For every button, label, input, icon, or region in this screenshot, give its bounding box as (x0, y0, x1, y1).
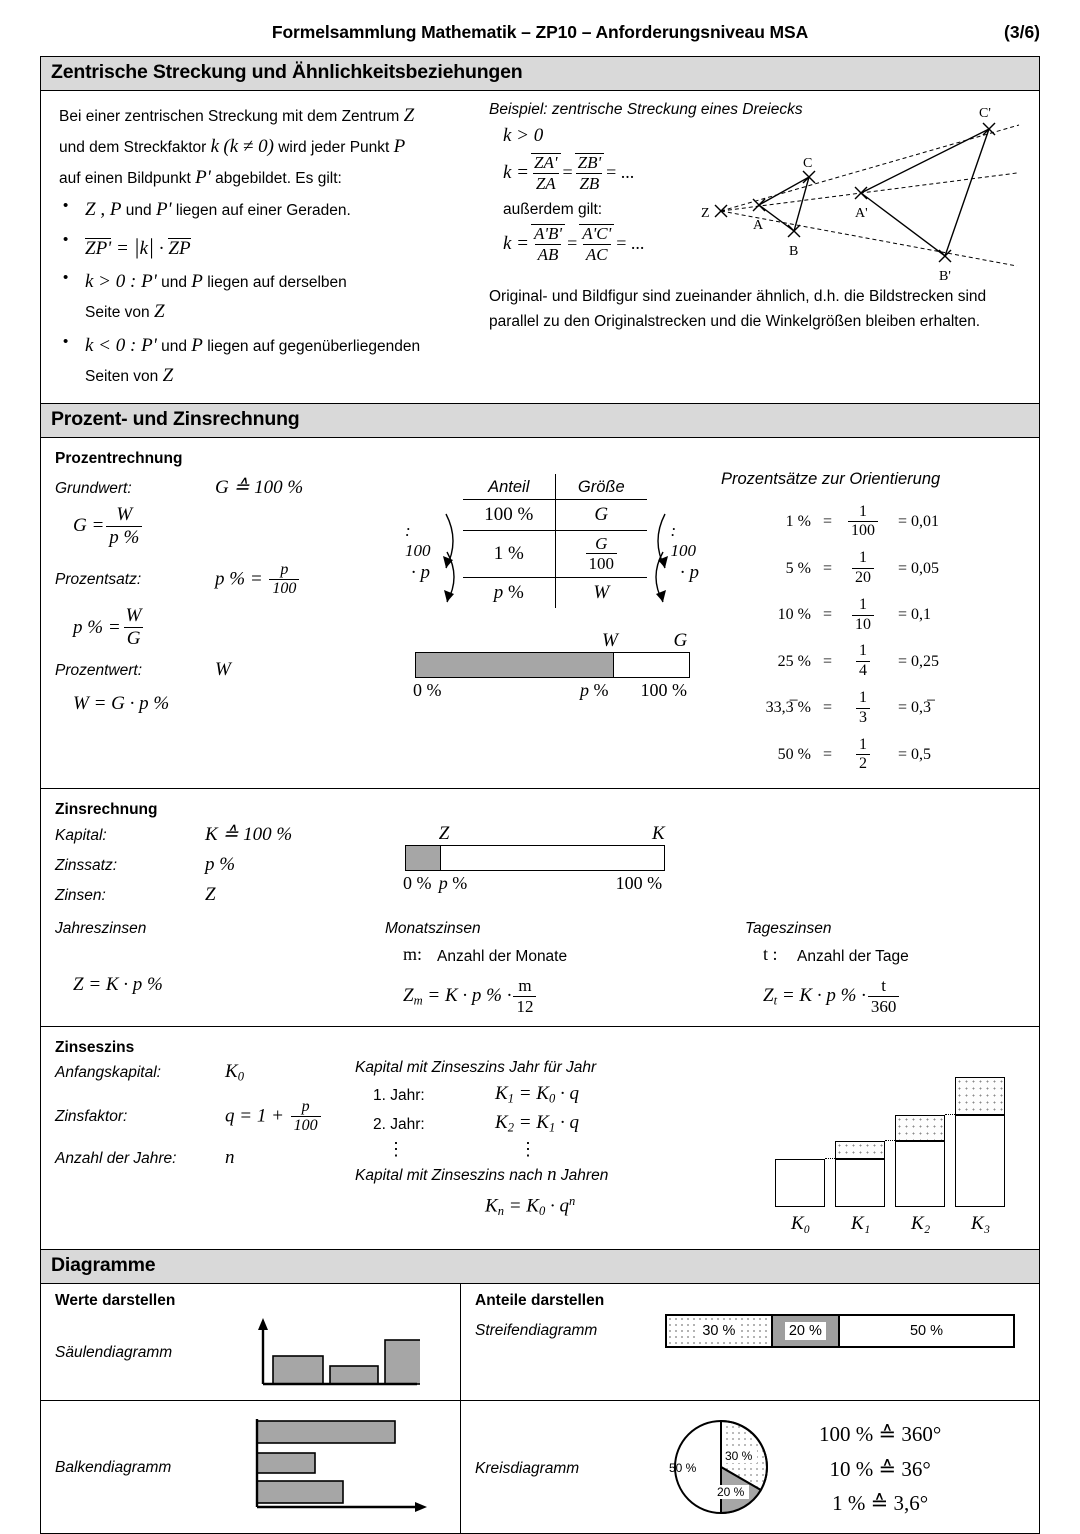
table-row (747, 638, 945, 685)
zins-definitions (55, 821, 405, 906)
formula-W: W = G · p % (73, 692, 170, 714)
tageszinsen-formula: $Z_t = K \cdot p$ % · $\frac{t}{360}$ (763, 977, 1025, 1016)
balkendiagramm-label: Balkendiagramm (55, 1459, 172, 1476)
ori-frac-2 (838, 545, 888, 592)
anteile-darstellen-title: Anteile darstellen (475, 1292, 605, 1309)
tageszinsen-desc: Anzahl der Tage (797, 948, 909, 966)
pie-label-20: 20 % (717, 1485, 745, 1499)
table-row (463, 578, 647, 609)
prozent-bar (415, 652, 690, 678)
tages-den: 360 (868, 996, 900, 1016)
zinsbar-tick-100: 100 % (615, 873, 663, 894)
op-left-bottom: · p (411, 561, 430, 583)
zinsbar-tick-0: 0 % (403, 873, 432, 894)
ratio2-den: ZB (576, 173, 602, 193)
bullet4-text: liegen auf gegenüberliegenden (207, 337, 421, 355)
bullet2-formula: ZP' = |k| · ZP (85, 233, 191, 259)
geo-label-C: C (803, 156, 813, 171)
list-item (59, 267, 471, 328)
prozentsatz-label: Prozentsatz: (55, 570, 142, 588)
p-den: G (124, 627, 144, 649)
intro-P-prime: P' (195, 166, 211, 188)
intro-line1: Bei einer zentrischen Streckung mit dem Zentrum (59, 108, 400, 125)
bullet1-math: Z , P (85, 199, 122, 221)
bullet4-text2: Seiten von (85, 368, 159, 386)
angle-row-10: 10 % ≙ 36° (829, 1456, 931, 1481)
year1-label: 1. Jahr: (373, 1087, 425, 1104)
anzahl-jahre-value: n (225, 1147, 235, 1169)
werte-darstellen-title: Werte darstellen (55, 1292, 176, 1309)
geo-label-A: A (753, 218, 764, 233)
bullet3-mid: und (161, 274, 187, 292)
geo-label-C-prime: C' (979, 106, 991, 121)
kapital-value: K ≙ 100 % (205, 824, 293, 846)
tageszinsen-title: Tageszinsen (745, 920, 832, 938)
kapital-label: Kapital: (55, 827, 107, 845)
bullet4-mid: und (161, 337, 187, 355)
ori-percent-2: 5 % (785, 559, 811, 577)
zinsen-label: Zinsen: (55, 887, 106, 905)
formula-p: p % = $\frac{W}{G}$ (73, 606, 405, 649)
ori-frac-6 (838, 732, 888, 779)
ori-num-1: 1 (859, 502, 868, 520)
ori-eq-3: = (823, 606, 833, 624)
ori-dec-3: = 0,1 (898, 606, 932, 624)
table-row (463, 530, 647, 578)
ori-den-1: 100 (848, 521, 878, 540)
geo-label-B-prime: B' (939, 269, 951, 281)
bar-tick-0: 0 % (413, 680, 442, 701)
op-left-top: : 100 (405, 520, 431, 560)
geo-label-A-prime: A' (855, 206, 868, 221)
year1-formula: $K_1 = K_0 \cdot q$ (495, 1083, 579, 1106)
bar-label-K1: K₁ (851, 1213, 871, 1234)
dash-K0-K1 (825, 1158, 837, 1159)
balkendiagramm-chart (245, 1413, 435, 1523)
bar-label-K0: K₀ (791, 1213, 811, 1234)
bullet3-text: liegen auf derselben (207, 274, 347, 292)
zinseszins-years-block (355, 1059, 755, 1239)
ori-num-3: 1 (859, 595, 868, 613)
after-n-formula: $K_n = K_0 \cdot q^n$ (485, 1194, 576, 1219)
cell-anteil-1: 1 % (463, 530, 555, 578)
strip-segment-20 (771, 1316, 840, 1346)
cell-groesse-G: G (555, 499, 647, 530)
op-right-bottom: · p (680, 561, 699, 583)
table-row (747, 545, 945, 592)
bar-K2-base (895, 1141, 945, 1207)
table-header-anteil: Anteil (463, 474, 555, 500)
ori-frac-1 (838, 499, 888, 546)
ori-num-6: 1 (859, 735, 868, 753)
arrow-left-bottom-icon (443, 548, 465, 606)
jahreszinsen-formula: Z = K · p % (73, 974, 163, 996)
streckung-text-column (41, 91, 479, 403)
fraction-ZB (575, 153, 604, 193)
jahreszinsen-title: Jahreszinsen (55, 920, 147, 938)
bar-label-K2: K₂ (911, 1213, 931, 1234)
bullet4-tail: Z (162, 365, 174, 387)
diagramme-row-1 (41, 1284, 1039, 1400)
zinseszins-block (41, 1027, 1039, 1249)
pie-label-30-group (723, 1449, 757, 1463)
k-equals-2: k = (503, 232, 530, 254)
zinsbar-tick-p: p % (438, 873, 468, 894)
zins-bar-block (405, 821, 665, 906)
zinsrechnung-block (41, 789, 1039, 1026)
grundwert-label: Grundwert: (55, 479, 132, 497)
prozentrechnung-block (41, 438, 1039, 789)
diagramme-row-2 (41, 1400, 1039, 1533)
intro-k: k (210, 135, 220, 157)
ori-den-4: 4 (856, 661, 870, 680)
section-band-diagramme: Diagramme (41, 1249, 1039, 1284)
content-frame (40, 56, 1040, 1534)
monats-num: m (518, 976, 532, 996)
ori-percent-1: 1 % (785, 512, 811, 530)
bullet1-text: liegen auf einer Geraden. (175, 202, 351, 220)
anteile-darstellen-cell (461, 1284, 1039, 1400)
zinsbar-label-K: K (652, 823, 665, 845)
fraction-ABp (531, 224, 565, 264)
k-positive: k > 0 (503, 125, 544, 146)
bullet3-tail: Z (153, 301, 165, 323)
ori-den-6: 2 (856, 754, 870, 773)
ori-dec-1: = 0,01 (898, 512, 940, 530)
dots-left: ⋮ (387, 1139, 405, 1160)
strip-label-30: 30 % (698, 1322, 739, 1340)
bullet1-mid: und (125, 202, 152, 220)
op-right-top: : 100 (670, 520, 696, 560)
fraction-ZA (531, 153, 560, 193)
zinsbar-label-Z: Z (438, 823, 450, 845)
after-n-title: Kapital mit Zinseszins nach n Jahren (355, 1164, 609, 1186)
p-num: W (125, 605, 142, 627)
ori-percent-4: 25 % (777, 652, 811, 670)
ratio4-num: A'C' (579, 224, 614, 244)
pie-label-50: 50 % (669, 1461, 697, 1475)
intro-line2b: wird jeder Punkt (278, 138, 390, 156)
bullet4-math2: P (191, 334, 203, 356)
balkendiagramm-cell (41, 1401, 461, 1533)
tageszinsen-block (745, 920, 1025, 1016)
intro-line3b: abgebildet. Es gilt: (215, 169, 342, 187)
year2-formula: $K_2 = K_1 \cdot q$ (495, 1112, 579, 1135)
prozentrechnung-definitions (55, 470, 405, 779)
ori-num-5: 1 (859, 689, 868, 707)
bar-K1-growth (835, 1141, 885, 1159)
ori-frac-5 (838, 685, 888, 732)
monats-den: 12 (513, 996, 536, 1016)
zinseszins-definitions (55, 1059, 355, 1239)
bullet4-math: k < 0 : P' (85, 334, 157, 356)
strip-segment-30 (667, 1316, 771, 1346)
table-row (747, 499, 945, 546)
ori-num-2: 1 (859, 549, 868, 567)
ori-percent-6: 50 % (777, 745, 811, 763)
prozentrechnung-title: Prozentrechnung (55, 449, 183, 467)
monatszinsen-formula: $Z_m = K \cdot p$ % · $\frac{m}{12}$ (403, 977, 745, 1016)
bullet3-text2: Seite von (85, 304, 150, 322)
ratio2-ellipsis: = ... (616, 233, 645, 254)
ratio4-den: AC (583, 244, 611, 264)
zinsen-value: Z (205, 884, 216, 906)
ori-dec-6: = 0,5 (898, 745, 932, 763)
ratio1-den: ZA (533, 173, 559, 193)
anfangskapital-label: Anfangskapital: (55, 1064, 161, 1081)
tages-num: t (881, 976, 887, 996)
angle-conversion-list (819, 1417, 941, 1521)
ratio-equation-1: k = $\frac{ZA'}{ZA}$ = $\frac{ZB'}{ZB}$ = ... (503, 153, 635, 193)
grundwert-value: G ≙ 100 % (215, 476, 304, 498)
geo-label-B: B (789, 244, 799, 259)
werte-darstellen-cell (41, 1284, 461, 1400)
document-header (40, 22, 1040, 52)
G-num: W (116, 503, 133, 525)
cell-groesse-W: W (555, 578, 647, 609)
dots-right: ⋮ (519, 1139, 537, 1160)
list-item (59, 229, 471, 264)
angle-row-1: 1 % ≙ 3,6° (832, 1491, 929, 1516)
intro-condition: (k ≠ 0) (223, 135, 274, 157)
also-label: außerdem gilt: (503, 200, 603, 218)
zinssatz-label: Zinssatz: (55, 857, 118, 875)
bar-label-K3: K₃ (971, 1213, 991, 1234)
ratio2-num: ZB' (575, 153, 604, 173)
zinsbar-segment-rest (440, 846, 664, 870)
zinsbar-segment-Z (406, 846, 440, 870)
cell-groesse-G-100: $\frac{G}{100}$ (555, 530, 647, 578)
geo-label-Z: Z (701, 206, 710, 221)
section-band-prozent-zins: Prozent- und Zinsrechnung (41, 403, 1039, 438)
ori-dec-4: = 0,25 (898, 652, 940, 670)
saeulendiagramm-chart (245, 1314, 420, 1392)
ori-eq-2: = (823, 559, 833, 577)
bullet3-math2: P (191, 271, 203, 293)
ori-frac-3 (838, 592, 888, 639)
ratio3-den: AB (535, 244, 562, 264)
pie-label-30: 30 % (725, 1449, 753, 1463)
monatszinsen-var: m: (403, 944, 423, 965)
streckung-bullet-list (59, 195, 471, 391)
ori-eq-1: = (823, 512, 833, 530)
bar-K1-base (835, 1159, 885, 1207)
prozentwert-value: W (215, 658, 231, 680)
zinssatz-value: p % (205, 854, 236, 876)
cell-anteil-100: 100 % (463, 499, 555, 530)
bar-segment-W (416, 653, 613, 677)
kreisdiagramm-chart (665, 1413, 785, 1525)
section-band-zentrische-streckung: Zentrische Streckung und Ähnlichkeitsbeziehungen (41, 57, 1039, 91)
intro-line3a: auf einen Bildpunkt (59, 169, 191, 187)
zins-formulas-row (55, 920, 1025, 1016)
bullet1-math2: P' (155, 199, 172, 221)
formula-G: G = $\frac{W}{p \%}$ (73, 505, 405, 548)
ori-den-5: 3 (856, 708, 870, 727)
dash-K1-K2 (885, 1140, 897, 1141)
pie-label-20-group (715, 1485, 749, 1499)
table-row (747, 592, 945, 639)
ori-den-2: 20 (852, 568, 874, 587)
saeulendiagramm-label: Säulendiagramm (55, 1344, 173, 1361)
kreisdiagramm-label: Kreisdiagramm (475, 1460, 580, 1477)
strip-label-20: 20 % (785, 1322, 826, 1340)
streckung-svg (699, 101, 1029, 281)
orientation-table (747, 499, 945, 779)
bar-label-W: W (602, 630, 618, 652)
table-row (747, 732, 945, 779)
anzahl-jahre-label: Anzahl der Jahre: (55, 1150, 177, 1168)
table-header-groesse: Größe (555, 474, 647, 500)
section-zentrische-streckung (41, 91, 1039, 403)
fraction-ACp (579, 224, 614, 264)
ori-dec-2: = 0,05 (898, 559, 940, 577)
cell-anteil-p: p % (493, 582, 524, 604)
orientation-block (705, 470, 1025, 779)
streckung-closing-text: Original- und Bildfigur sind zueinander ähnlich, d.h. die Bildstrecken sind parallel zu den Originalstrecken und die Winkelgrößen bleiben erhalten. (489, 288, 987, 331)
bullet3-math: k > 0 : P' (85, 271, 157, 293)
zinsfaktor-value: q = 1 + $\frac{p}{100}$ (225, 1099, 323, 1136)
ratio1-ellipsis: = ... (606, 162, 635, 183)
ratio3-num: A'B' (531, 224, 565, 244)
ratio-equation-2: k = $\frac{A'B'}{AB}$ = $\frac{A'C'}{AC}$ = ... (503, 223, 645, 264)
example-title: Beispiel: zentrische Streckung eines Dreiecks (489, 101, 803, 118)
prozentwert-label: Prozentwert: (55, 661, 143, 679)
zinsfaktor-label: Zinsfaktor: (55, 1107, 128, 1125)
year2-label: 2. Jahr: (373, 1116, 425, 1134)
yearly-title: Kapital mit Zinseszins Jahr für Jahr (355, 1059, 597, 1076)
bar-K3-growth (955, 1077, 1005, 1115)
ori-eq-6: = (823, 745, 833, 763)
k-equals-1: k = (503, 161, 530, 183)
angle-row-100: 100 % ≙ 360° (819, 1422, 942, 1447)
strip-segment-50 (840, 1316, 1013, 1346)
bar-label-G: G (673, 630, 688, 652)
zinseszins-bar-chart (765, 1059, 1005, 1239)
strip-label-50: 50 % (909, 1323, 944, 1339)
tageszinsen-var: t : (763, 944, 778, 965)
ori-percent-5: 33,3̅ % (765, 699, 811, 717)
ori-num-4: 1 (859, 642, 868, 660)
ratio1-num: ZA' (531, 153, 560, 173)
arrow-right-bottom-icon (645, 548, 667, 606)
list-item (59, 331, 471, 392)
ori-dec-5: = 0,3̅ (898, 699, 932, 717)
table-row (463, 499, 647, 530)
intro-line2a: und dem Streckfaktor (59, 138, 207, 156)
streckung-example-column (479, 91, 1039, 403)
page-number: (3/6) (1004, 22, 1040, 42)
zinseszins-title: Zinseszins (55, 1039, 135, 1056)
ori-eq-5: = (823, 699, 833, 717)
list-item (59, 195, 471, 225)
bar-K0-base (775, 1159, 825, 1207)
monatszinsen-desc: Anzahl der Monate (437, 948, 568, 966)
bar-segment-rest (613, 653, 689, 677)
bar-K3-base (955, 1115, 1005, 1207)
orientation-title: Prozentsätze zur Orientierung (721, 469, 941, 488)
streifendiagramm-chart (665, 1314, 1015, 1348)
monatszinsen-title: Monatszinsen (385, 920, 481, 938)
ori-percent-3: 10 % (777, 606, 811, 624)
table-row (747, 685, 945, 732)
bar-tick-p: p % (580, 680, 609, 701)
ori-frac-4 (838, 638, 888, 685)
prozentsatz-value: p % = $\frac{p}{100}$ (215, 562, 301, 599)
zinsrechnung-title: Zinsrechnung (55, 801, 158, 819)
ori-eq-4: = (823, 652, 833, 670)
zins-bar (405, 845, 665, 871)
anfangskapital-value: $K_0$ (225, 1061, 244, 1084)
streifendiagramm-label: Streifendiagramm (475, 1322, 598, 1339)
bar-tick-100: 100 % (640, 680, 687, 701)
dash-K2-K3 (945, 1114, 957, 1115)
streckung-intro (59, 101, 471, 193)
G-den: p % (106, 526, 142, 548)
kreisdiagramm-cell (461, 1401, 1039, 1533)
anteil-groesse-block (405, 470, 705, 779)
bar-K2-growth (895, 1115, 945, 1141)
ori-den-3: 10 (852, 615, 874, 634)
monatszinsen-block (385, 920, 745, 1016)
intro-Z: Z (403, 105, 415, 126)
jahreszinsen-block (55, 920, 385, 1016)
anteil-groesse-table (463, 474, 647, 609)
document-title: Formelsammlung Mathematik – ZP10 – Anforderungsniveau MSA (271, 22, 809, 42)
zentrische-streckung-diagram (699, 101, 1029, 281)
prozent-bar-block (405, 630, 690, 704)
intro-P: P (393, 135, 406, 157)
